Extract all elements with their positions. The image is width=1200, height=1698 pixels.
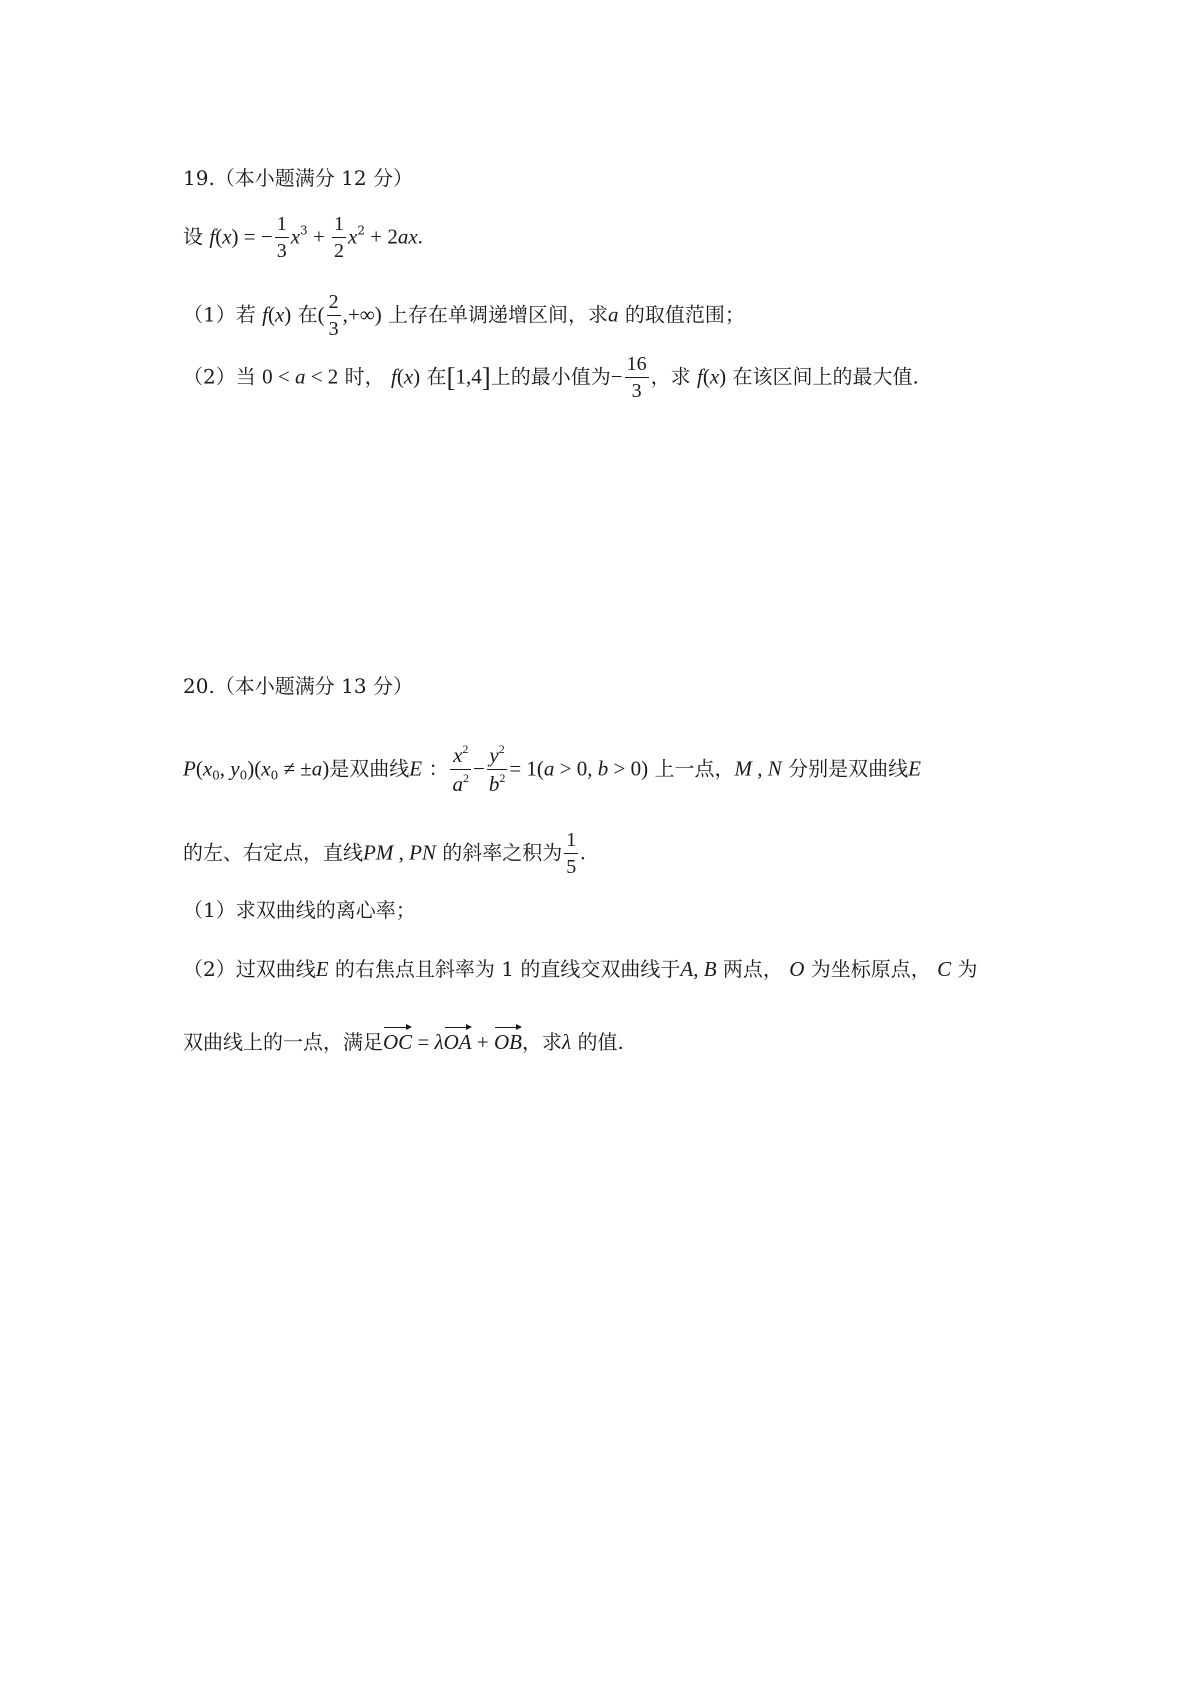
q19-part-1: （1）若 f(x) 在( $\frac{2}{3}$ ,+∞) 上存在单调递增区间，求a 的取值范围；: [183, 291, 745, 340]
q20-part2-line2-text-c: 的值.: [577, 1030, 624, 1054]
q19-fraction-one-half: $\frac{1}{2}$: [334, 213, 345, 262]
q19-formula: f: [209, 224, 216, 249]
vector-ob: OB: [494, 1026, 522, 1053]
q20-part2-text-c: 两点，: [722, 957, 783, 981]
q20-part2-line2-text-b: ，求: [521, 1030, 562, 1054]
q19-header: 19.（本小题满分 12 分）: [183, 166, 413, 190]
q20-part2-line2-text-a: 双曲线上的一点，满足: [183, 1030, 383, 1054]
q20-part2-text-e: 为: [957, 957, 978, 981]
q20-part2-text-b: 的右焦点且斜率为 1 的直线交双曲线于: [334, 957, 681, 981]
q20-part-1: （1）求双曲线的离心率；: [183, 898, 416, 922]
q20-part2-text-d: 为坐标原点，: [810, 957, 931, 981]
q20-fraction-y2-b2: $\frac{y^2}{b^2}$: [488, 742, 506, 796]
q20-line1-text-a: 是双曲线: [329, 756, 410, 781]
q19-part1-text-b: 上存在单调递增区间，求: [388, 302, 609, 327]
q19-intro-prefix: 设: [183, 224, 203, 249]
q19-fraction-two-thirds: $\frac{2}{3}$: [328, 291, 339, 340]
q20-line1-text-b: ：: [428, 756, 449, 781]
q20-fraction-one-fifth: $\frac{1}{5}$: [566, 829, 577, 878]
q20-line2-text-b: 的斜率之积为: [442, 840, 563, 865]
q19-part2-text-c: 上的最小值为: [490, 364, 611, 389]
q19-part2-text-e: 在该区间上的最大值.: [732, 364, 919, 389]
q20-fraction-x2-a2: $\frac{x^2}{a^2}$: [452, 742, 469, 796]
vector-oa: OA: [444, 1026, 472, 1053]
q19-fraction-sixteen-thirds: $\frac{16}{3}$: [626, 353, 647, 402]
q20-line1-text-c: 上一点，: [654, 756, 735, 781]
q19-fraction-one-third: $\frac{1}{3}$: [276, 213, 287, 262]
q20-statement-line-1: $P(x_0$, $y_0)(x_0 \ne \pm a)$是双曲线E ： $\frac{x^2}{a^2}$ − $\frac{y^2}{b^2}$ = 1(a > 0, b > 0) 上一点，M , N 分别是双曲线E: [183, 742, 921, 796]
q20-line2-text-a: 的左、右定点，直线: [183, 840, 363, 865]
q19-part2-text-d: ，求: [650, 364, 691, 389]
q20-part-2-line-2: 双曲线上的一点，满足OC = λOA + OB，求λ 的值.: [183, 1026, 624, 1053]
q20-statement-line-2: 的左、右定点，直线PM , PN 的斜率之积为 $\frac{1}{5}$ .: [183, 829, 586, 878]
q19-part1-label: （1）若: [183, 302, 256, 327]
q19-part1-text-c: 的取值范围；: [624, 302, 745, 327]
q19-part2-text-b: 在: [426, 364, 447, 389]
q20-header: 20.（本小题满分 13 分）: [183, 674, 413, 698]
q19-part1-text-a: 在: [297, 302, 318, 327]
q20-part2-text-a: （2）过双曲线: [183, 957, 316, 981]
q19-function-definition: 设 f(x) = − $\frac{1}{3}$ $x^3$ + $\frac{1}{2}$ $x^2 + 2ax$.: [183, 213, 423, 262]
q20-line1-text-d: 分别是双曲线: [788, 756, 909, 781]
q19-part-2: （2）当 0 < a < 2 时， f(x) 在[1,4]上的最小值为− $\frac{16}{3}$ ，求 f(x) 在该区间上的最大值.: [183, 353, 919, 402]
q19-part2-label: （2）当: [183, 364, 256, 389]
q19-part2-text-a: 时，: [344, 364, 385, 389]
vector-oc: OC: [383, 1026, 412, 1053]
q20-part-2-line-1: （2）过双曲线E 的右焦点且斜率为 1 的直线交双曲线于A, B 两点， O 为坐标原点， C 为: [183, 957, 978, 981]
